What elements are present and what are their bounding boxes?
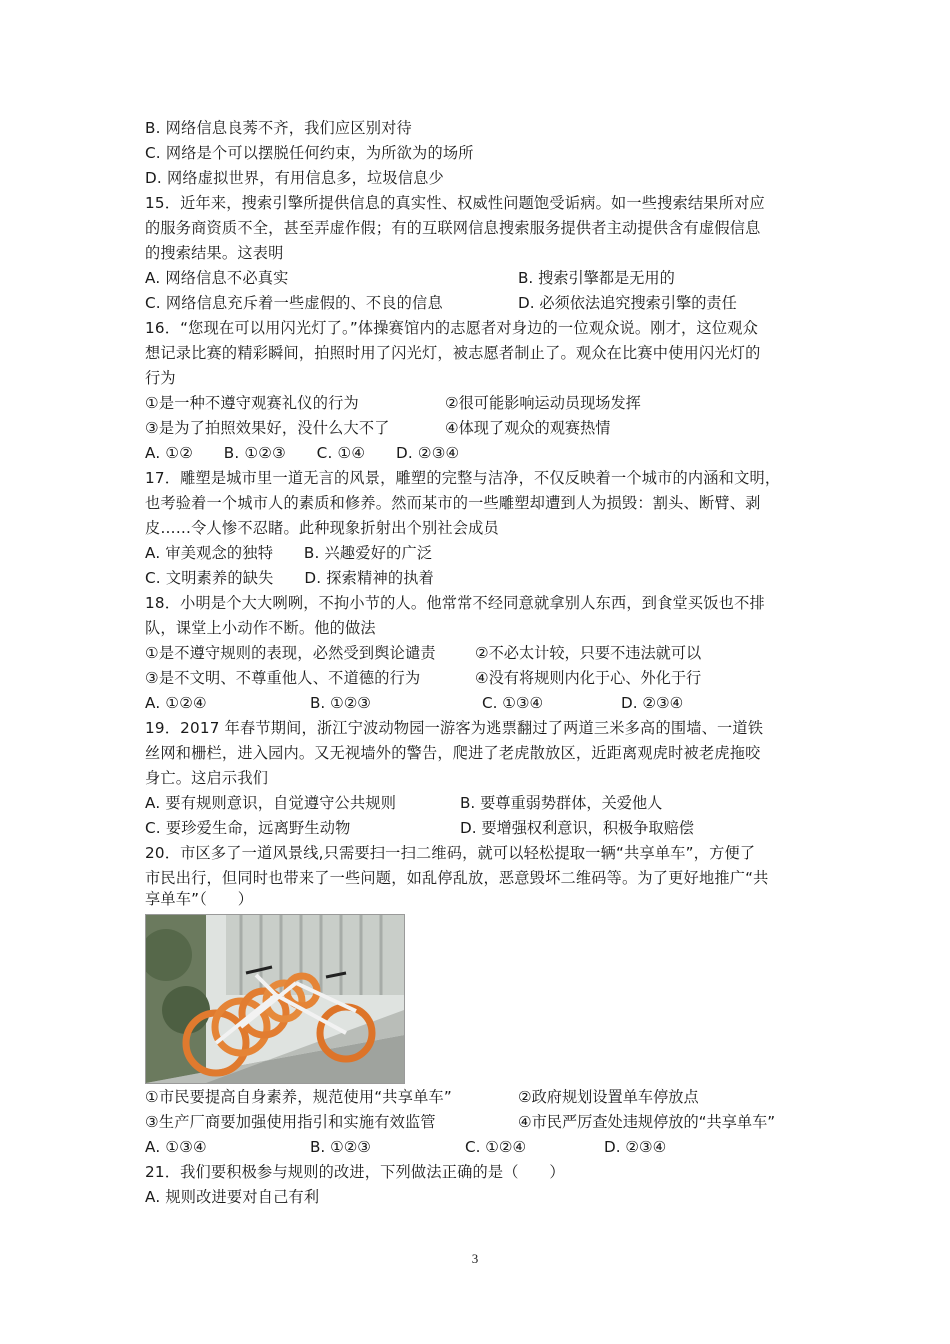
statement-16-3: ③是为了拍照效果好，没什么大不了 xyxy=(145,419,390,437)
page-number: 3 xyxy=(471,1251,479,1266)
option-21a: A. 规则改进要对自己有利 xyxy=(145,1188,320,1206)
question-16-line-3: 行为 xyxy=(145,369,176,387)
question-18-line-2: 队，课堂上小动作不断。他的做法 xyxy=(145,619,376,637)
question-21-line-1: 21．我们要积极参与规则的改进，下列做法正确的是（ ） xyxy=(145,1163,565,1181)
option-19a: A. 要有规则意识，自觉遵守公共规则 xyxy=(145,794,397,812)
question-16-line-2: 想记录比赛的精彩瞬间，拍照时用了闪光灯，被志愿者制止了。观众在比赛中使用闪光灯的 xyxy=(145,344,761,362)
statement-16-2: ②很可能影响运动员现场发挥 xyxy=(445,394,641,412)
options-17-cd: C. 文明素养的缺失 D. 探索精神的执着 xyxy=(145,569,435,587)
question-20-line-3: 享单车”（ ） xyxy=(145,890,254,908)
statement-18-3: ③是不文明、不尊重他人、不道德的行为 xyxy=(145,669,421,687)
option-19c: C. 要珍爱生命，远离野生动物 xyxy=(145,819,351,837)
question-15-line-3: 的搜索结果。这表明 xyxy=(145,244,284,262)
option-15b: B. 搜索引擎都是无用的 xyxy=(518,269,675,287)
statement-20-1: ①市民要提高自身素养，规范使用“共享单车” xyxy=(145,1088,452,1106)
question-17-line-1: 17．雕塑是城市里一道无言的风景，雕塑的完整与洁净，不仅反映着一个城市的内涵和文明， xyxy=(145,469,781,487)
option-14d: D. 网络虚拟世界，有用信息多，垃圾信息少 xyxy=(145,169,444,187)
statement-16-1: ①是一种不遵守观赛礼仪的行为 xyxy=(145,394,359,412)
option-18a: A. ①②④ xyxy=(145,694,207,712)
statement-16-4: ④体现了观众的观赛热情 xyxy=(445,419,611,437)
option-18b: B. ①②③ xyxy=(310,694,371,712)
options-17-ab: A. 审美观念的独特 B. 兴趣爱好的广泛 xyxy=(145,544,433,562)
option-15d: D. 必须依法追究搜索引擎的责任 xyxy=(518,294,737,312)
question-19-line-3: 身亡。这启示我们 xyxy=(145,769,269,787)
option-14b: B. 网络信息良莠不齐，我们应区别对待 xyxy=(145,119,412,137)
options-16: A. ①② B. ①②③ C. ①④ D. ②③④ xyxy=(145,444,460,462)
shared-bikes-illustration xyxy=(146,915,404,1083)
option-14c: C. 网络是个可以摆脱任何约束，为所欲为的场所 xyxy=(145,144,474,162)
option-20c: C. ①②④ xyxy=(465,1138,527,1156)
statement-18-4: ④没有将规则内化于心、外化于行 xyxy=(475,669,702,687)
option-20a: A. ①③④ xyxy=(145,1138,207,1156)
question-19-line-2: 丝网和栅栏，进入园内。又无视墙外的警告，爬进了老虎散放区，近距离观虎时被老虎拖咬 xyxy=(145,744,761,762)
option-15a: A. 网络信息不必真实 xyxy=(145,269,289,287)
question-16-line-1: 16．“您现在可以用闪光灯了。”体操赛馆内的志愿者对身边的一位观众说。刚才，这位观众 xyxy=(145,319,758,337)
statement-20-3: ③生产厂商要加强使用指引和实施有效监管 xyxy=(145,1113,436,1131)
option-19b: B. 要尊重弱势群体，关爱他人 xyxy=(460,794,663,812)
shared-bikes-photo xyxy=(145,914,405,1084)
question-20-line-1: 20．市区多了一道风景线,只需要扫一扫二维码，就可以轻松提取一辆“共享单车”，方便了 xyxy=(145,844,756,862)
question-18-line-1: 18．小明是个大大咧咧，不拘小节的人。他常常不经同意就拿别人东西，到食堂买饭也不排 xyxy=(145,594,765,612)
statement-18-2: ②不必太计较，只要不违法就可以 xyxy=(475,644,702,662)
question-17-line-2: 也考验着一个城市人的素质和修养。然而某市的一些雕塑却遭到人为损毁：割头、断臂、剥 xyxy=(145,494,761,512)
option-20d: D. ②③④ xyxy=(604,1138,667,1156)
question-15-line-2: 的服务商资质不全，甚至弄虚作假；有的互联网信息搜索服务提供者主动提供含有虚假信息 xyxy=(145,219,761,237)
option-18d: D. ②③④ xyxy=(621,694,684,712)
question-15-line-1: 15．近年来，搜索引擎所提供信息的真实性、权威性问题饱受诟病。如一些搜索结果所对应 xyxy=(145,194,765,212)
option-19d: D. 要增强权利意识，积极争取赔偿 xyxy=(460,819,694,837)
statement-20-2: ②政府规划设置单车停放点 xyxy=(518,1088,699,1106)
option-15c: C. 网络信息充斥着一些虚假的、不良的信息 xyxy=(145,294,443,312)
question-19-line-1: 19．2017 年春节期间，浙江宁波动物园一游客为逃票翻过了两道三米多高的围墙、一道铁 xyxy=(145,719,764,737)
statement-20-4: ④市民严厉查处违规停放的“共享单车” xyxy=(518,1113,776,1131)
option-18c: C. ①③④ xyxy=(482,694,544,712)
question-20-line-2: 市民出行，但同时也带来了一些问题，如乱停乱放，恶意毁坏二维码等。为了更好地推广“共 xyxy=(145,869,769,887)
statement-18-1: ①是不遵守规则的表现，必然受到舆论谴责 xyxy=(145,644,436,662)
question-17-line-3: 皮……令人惨不忍睹。此种现象折射出个别社会成员 xyxy=(145,519,499,537)
option-20b: B. ①②③ xyxy=(310,1138,371,1156)
